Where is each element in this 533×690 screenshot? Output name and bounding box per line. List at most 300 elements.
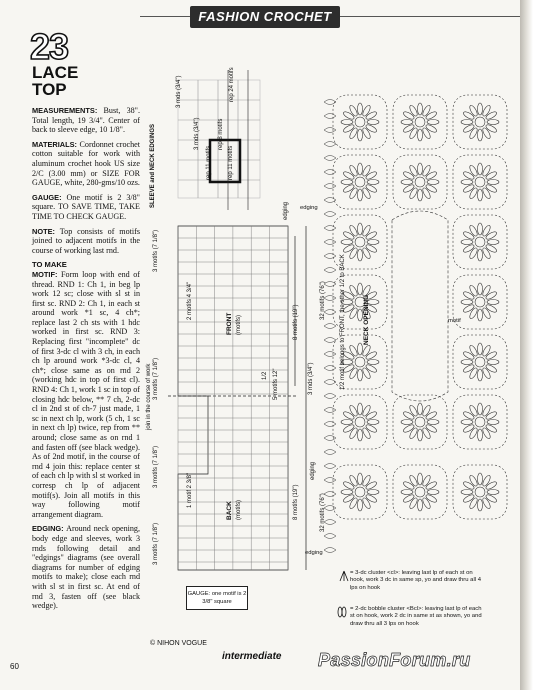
motif-petal — [402, 493, 415, 503]
motif-petal — [481, 307, 491, 320]
motif-petal — [481, 367, 491, 380]
motif-petal — [342, 110, 355, 120]
motif-petal — [408, 497, 418, 510]
motif-petal — [487, 360, 499, 365]
motif-petal — [485, 493, 498, 503]
motif-petal — [342, 170, 355, 180]
motif-petal — [358, 163, 363, 175]
to-make-heading: TO MAKE — [32, 260, 67, 270]
neck-opening-label: NECK OPENING — [363, 294, 370, 345]
motif-petal — [478, 309, 483, 321]
dim-label-6: 1/2 — [262, 371, 268, 380]
motif-petal — [408, 104, 418, 117]
motif-petal — [342, 243, 355, 253]
gauge-label: GAUGE: — [32, 192, 62, 202]
motif-5 — [393, 155, 447, 209]
motif-10 — [453, 275, 507, 329]
motif-petal — [408, 404, 418, 417]
motif-petal — [481, 427, 491, 440]
motif-petal — [478, 163, 483, 175]
legend-cluster: = 3-dc cluster <cl>: leaving last lp of each st on hook, work 3 dc in same sp, yo and draw thru all 4 lps on hook — [350, 570, 481, 591]
cluster-symbol — [338, 570, 350, 582]
motif-petal — [367, 180, 379, 185]
motif-petal — [401, 120, 413, 125]
motif-petal — [348, 497, 358, 510]
motif-petal — [361, 404, 371, 417]
motif-petal — [358, 499, 363, 511]
motif-petal — [468, 427, 478, 440]
neck-label-5: rep 11 motifs — [206, 145, 212, 180]
motif-petal — [425, 410, 438, 420]
edging-text: Around neck opening, body edge and sleeves, work 3 rnds following detail and "edgings" diagrams (see overall diagrams for number of edging motifs to make); close each rnd with sl st in first sc. At end of rnd 3, fasten off (see black wedge). — [32, 524, 141, 611]
motif-3 — [453, 95, 507, 149]
motif-petal — [485, 170, 498, 180]
motif-petal — [361, 127, 371, 140]
motif-petal — [418, 129, 423, 141]
motif-petal — [402, 183, 415, 193]
motif-petal — [485, 123, 498, 133]
motif-petal — [427, 120, 439, 125]
motif-petal — [481, 497, 491, 510]
motif-center-ring — [475, 297, 485, 307]
motif-12 — [453, 335, 507, 389]
motif-petal — [365, 183, 378, 193]
motif-petal — [462, 123, 475, 133]
motif-petal — [358, 103, 363, 115]
materials-label: MATERIALS: — [32, 139, 78, 149]
motif-petal — [365, 480, 378, 490]
motif-petal — [401, 180, 413, 185]
edging-paragraph — [32, 524, 140, 610]
motif-label: MOTIF: — [32, 269, 58, 279]
neck-opening-outline — [392, 211, 448, 401]
motif-petal — [425, 183, 438, 193]
note-paragraph — [32, 227, 140, 256]
motif-petal — [462, 480, 475, 490]
motif-petal — [468, 344, 478, 357]
page-number: 60 — [10, 662, 19, 671]
motif-petal — [478, 283, 483, 295]
motif-petal — [402, 410, 415, 420]
motif-petal — [481, 187, 491, 200]
motif-petal — [478, 103, 483, 115]
motif-petal — [367, 420, 379, 425]
motif-center-ring — [415, 117, 425, 127]
motif-petal — [485, 363, 498, 373]
motif-petal — [367, 360, 379, 365]
motif-center-ring — [355, 177, 365, 187]
measurements-text: Bust, 38". Total length, 19 3/4". Center of back to sleeve edge, 10 1/8". — [32, 106, 140, 135]
pattern-title — [32, 64, 78, 98]
motif-petal — [358, 309, 363, 321]
motif-petal — [358, 429, 363, 441]
motif-petal — [485, 350, 498, 360]
motif-center-ring — [355, 487, 365, 497]
motif-petal — [487, 240, 499, 245]
motif-petal — [478, 223, 483, 235]
motif-petal — [361, 427, 371, 440]
motif-petal — [358, 369, 363, 381]
front-label: FRONT — [226, 312, 233, 335]
motif-petal — [478, 189, 483, 201]
dim-label-9: join in the course of work — [146, 363, 152, 430]
motif-petal — [487, 120, 499, 125]
instructions-column — [32, 106, 140, 616]
measurements-label: MEASUREMENTS: — [32, 106, 98, 115]
motif-petal — [461, 240, 473, 245]
motif-petal — [365, 243, 378, 253]
motif-petal — [427, 180, 439, 185]
motif-petal — [485, 480, 498, 490]
motif-petal — [478, 429, 483, 441]
motif-petal — [481, 404, 491, 417]
motif-petal — [365, 493, 378, 503]
motif-petal — [342, 480, 355, 490]
title-line-1: LACE — [32, 63, 79, 82]
motif-petal — [348, 104, 358, 117]
motif-petal — [487, 300, 499, 305]
note-text: Top consists of motifs joined to adjacent motifs in the course of working last rnd. — [32, 226, 140, 255]
motif-petal — [348, 224, 358, 237]
motif-petal — [401, 490, 413, 495]
motif-petal — [485, 110, 498, 120]
motif-petal — [478, 249, 483, 261]
motif-petal — [365, 170, 378, 180]
motif-petal — [468, 404, 478, 417]
motif-petal — [468, 247, 478, 260]
measurements-paragraph — [32, 106, 140, 135]
motif-petal — [367, 120, 379, 125]
motif-15 — [453, 395, 507, 449]
title-line-2: TOP — [32, 80, 67, 99]
motif-center-ring — [475, 237, 485, 247]
motif-petal — [485, 423, 498, 433]
motif-petal — [402, 170, 415, 180]
bobble-symbol — [336, 606, 348, 618]
dim-label-5: 5 motifs 12" — [273, 368, 279, 400]
note-label: NOTE: — [32, 226, 55, 236]
motif-petal — [402, 110, 415, 120]
motif-petal — [462, 110, 475, 120]
motif-center-ring — [355, 237, 365, 247]
motif-petal — [418, 103, 423, 115]
edging-label: EDGING: — [32, 524, 64, 534]
motif-petal — [421, 404, 431, 417]
motif-petal — [462, 243, 475, 253]
dim-label-14: 32 motifs (76") — [320, 493, 326, 532]
motif-8 — [453, 215, 507, 269]
motif-17 — [393, 465, 447, 519]
back-label: BACK — [226, 501, 233, 520]
motif-petal — [342, 230, 355, 240]
motif-petal — [361, 474, 371, 487]
dim-label-13: 8 motifs (19") — [293, 484, 299, 520]
motif-petal — [342, 183, 355, 193]
motif-petal — [365, 123, 378, 133]
motif-petal — [365, 350, 378, 360]
motif-petal — [461, 360, 473, 365]
motif-petal — [402, 423, 415, 433]
neck-label-4: rep 8 motifs — [218, 118, 224, 150]
dim-label-1: 3 motifs (7 1/8") — [153, 229, 159, 272]
motif-petal — [462, 290, 475, 300]
motif-petal — [461, 490, 473, 495]
watermark-text: PassionForum.ru — [318, 650, 471, 670]
motif-petal — [341, 120, 353, 125]
motif-petal — [358, 343, 363, 355]
motif-petal — [358, 189, 363, 201]
motif-petal — [348, 367, 358, 380]
motif-petal — [367, 240, 379, 245]
credit-line: © NIHON VOGUE — [150, 640, 207, 647]
motif-petal — [478, 369, 483, 381]
motif-paragraph — [32, 270, 140, 519]
pattern-number: 23 — [30, 26, 69, 67]
motif-petal — [461, 120, 473, 125]
motif-petal — [365, 230, 378, 240]
motif-petal — [462, 363, 475, 373]
motif-petal — [361, 104, 371, 117]
motif-petal — [421, 164, 431, 177]
motif-center-ring — [415, 487, 425, 497]
dim-label-7: 3 mds (3/4") — [308, 362, 314, 395]
motif-center-ring — [475, 357, 485, 367]
motif-petal — [468, 497, 478, 510]
neck-label-1: 3 mds (3/4") — [176, 75, 182, 108]
motif-petal — [408, 164, 418, 177]
motif-petal — [418, 163, 423, 175]
motif-center-ring — [415, 177, 425, 187]
motif-petal — [342, 423, 355, 433]
motif-petal — [462, 230, 475, 240]
motif-text: Form loop with end of thread. RND 1: Ch 1, in beg lp work 12 sc; close with sl st in first sc. RND 2: Ch 1, in each st around work *1 sc, 4 ch*; replace last 2 ch sts with 1 hdc worked in first sc. RND 3: Replacing first "incomplete" dc of first 3-dc cl with 3 ch, in each ch lp around work *3-dc cl, 4 ch*; close same as on rnd 2 (working hdc in top of first cl). RND 4: Ch 1, work 1 sc in top of closing hdc below, ** 7 ch, 2-dc cl in 2nd st of ch-7 just made, 1 sc in next ch lp, work (5 ch, 1 sc in next ch lp) twice, rep from ** around; close same as on rnd 1 and fasten off (see black wedge). As of 2nd motif, in the course of rnd 4 join this: replace center st of each ch lp with sl st worked in corresp ch lp of adjacent motif(s). Join all motifs in this way following motif arrangement diagram. — [32, 269, 140, 519]
motif-petal — [342, 493, 355, 503]
motif-petal — [365, 423, 378, 433]
motif-petal — [421, 104, 431, 117]
materials-paragraph — [32, 140, 140, 188]
motif-petal — [485, 183, 498, 193]
edging-label: edging — [300, 205, 318, 211]
neck-label-6: rep 11 motifs — [228, 145, 234, 180]
dim-label-3: 8 motifs (19") — [293, 304, 299, 340]
front-sub: (motifs) — [236, 315, 242, 335]
body-grid — [178, 226, 288, 570]
motif-petal — [402, 123, 415, 133]
gauge-paragraph — [32, 193, 140, 222]
neck-label-7: edging — [283, 201, 289, 220]
motif-1 — [333, 95, 387, 149]
motif-note — [340, 330, 346, 390]
back-sub: (motifs) — [236, 500, 242, 520]
motif-6 — [453, 155, 507, 209]
motif-center-ring — [475, 117, 485, 127]
motif-petal — [418, 403, 423, 415]
motif-petal — [365, 410, 378, 420]
motif-petal — [468, 224, 478, 237]
page-spine-shadow — [520, 0, 533, 690]
motif-petal — [365, 363, 378, 373]
motif-center-ring — [475, 177, 485, 187]
motif-petal — [358, 473, 363, 485]
motif-petal — [358, 249, 363, 261]
gauge-text: One motif is 2 3/8" square. TO SAVE TIME, TAKE TIME TO CHECK GAUGE. — [32, 192, 140, 221]
motif-petal — [485, 290, 498, 300]
motif-petal — [367, 490, 379, 495]
motif-petal — [487, 420, 499, 425]
motif-petal — [485, 243, 498, 253]
motif-petal — [421, 127, 431, 140]
dim-label-10: edging — [310, 461, 316, 480]
motif-petal — [468, 284, 478, 297]
motif-petal — [461, 420, 473, 425]
legend-bobble: = 2-dc bobble cluster <Bcl>: leaving last lp of each st on hook, work 2 dc in same st as shown, yo and draw thru all 3 lps on hook — [350, 606, 482, 627]
motif-petal — [418, 473, 423, 485]
motif-center-ring — [415, 417, 425, 427]
motif-arrangement-diagram — [330, 92, 520, 552]
motif-petal — [481, 284, 491, 297]
motif-petal — [425, 170, 438, 180]
motif-petal — [348, 404, 358, 417]
neck-label-3: 3 mds (3/4") — [194, 117, 200, 150]
motif-petal — [468, 164, 478, 177]
motif-petal — [408, 427, 418, 440]
neck-title: SLEEVE and NECK EDGINGS — [150, 123, 156, 208]
motif-petal — [481, 474, 491, 487]
motif-petal — [481, 104, 491, 117]
motif-petal — [361, 224, 371, 237]
motif-petal — [365, 110, 378, 120]
motif-petal — [361, 164, 371, 177]
motif-petal — [468, 187, 478, 200]
dim-label-12: 3 motifs (7 1/8") — [153, 445, 159, 488]
motif-label: motif — [448, 318, 461, 324]
motif-petal — [462, 170, 475, 180]
motif-petal — [427, 490, 439, 495]
motif-petal — [348, 427, 358, 440]
motif-petal — [485, 410, 498, 420]
motif-center-ring — [355, 117, 365, 127]
motif-2 — [393, 95, 447, 149]
motif-petal — [342, 123, 355, 133]
motif-petal — [425, 480, 438, 490]
motif-petal — [481, 247, 491, 260]
motif-16 — [333, 465, 387, 519]
motif-petal — [348, 247, 358, 260]
motif-petal — [462, 410, 475, 420]
motif-petal — [481, 224, 491, 237]
motif-petal — [408, 474, 418, 487]
motif-petal — [468, 474, 478, 487]
motif-petal — [425, 423, 438, 433]
motif-4 — [333, 155, 387, 209]
motif-petal — [358, 283, 363, 295]
motif-petal — [418, 499, 423, 511]
motif-petal — [361, 497, 371, 510]
motif-petal — [487, 490, 499, 495]
motif-center-ring — [355, 357, 365, 367]
motif-petal — [478, 343, 483, 355]
motif-petal — [462, 493, 475, 503]
motif-petal — [462, 303, 475, 313]
motif-petal — [348, 187, 358, 200]
motif-petal — [402, 480, 415, 490]
motif-petal — [485, 230, 498, 240]
motif-petal — [462, 423, 475, 433]
motif-petal — [461, 180, 473, 185]
motif-petal — [358, 403, 363, 415]
motif-petal — [478, 473, 483, 485]
motif-petal — [468, 367, 478, 380]
motif-petal — [418, 429, 423, 441]
gauge-box: GAUGE: one motif is 2 3/8" square — [186, 586, 248, 610]
motif-petal — [461, 300, 473, 305]
motif-petal — [342, 410, 355, 420]
motif-petal — [487, 180, 499, 185]
dim-label-11: 3 motifs (7 1/8") — [153, 357, 159, 400]
motif-petal — [478, 499, 483, 511]
motif-petal — [468, 307, 478, 320]
motif-petal — [348, 474, 358, 487]
dim-label-2: 2 motifs 4 3/4" — [187, 281, 193, 320]
motif-petal — [401, 420, 413, 425]
motif-13 — [333, 395, 387, 449]
motif-petal — [361, 187, 371, 200]
motif-petal — [408, 187, 418, 200]
motif-petal — [418, 189, 423, 201]
motif-petal — [481, 127, 491, 140]
motif-18 — [453, 465, 507, 519]
dim-label-4: 32 motifs (76") — [320, 281, 326, 320]
motif-petal — [481, 344, 491, 357]
skill-level: intermediate — [222, 651, 282, 662]
motif-petal — [427, 420, 439, 425]
motif-center-ring — [355, 417, 365, 427]
motif-petal — [462, 183, 475, 193]
dim-label-8: 1 motif 2 3/8" — [187, 472, 193, 508]
motif-center-ring — [475, 487, 485, 497]
motif-petal — [485, 303, 498, 313]
motif-petal — [348, 127, 358, 140]
motif-petal — [478, 129, 483, 141]
edging-label-lower: edging — [305, 550, 323, 556]
motif-center-ring — [475, 417, 485, 427]
motif-petal — [358, 223, 363, 235]
motif-petal — [468, 104, 478, 117]
motif-petal — [462, 350, 475, 360]
dim-label-15: 3 motifs (7 1/8") — [153, 522, 159, 565]
motif-petal — [348, 164, 358, 177]
motif-petal — [468, 127, 478, 140]
motif-petal — [425, 110, 438, 120]
motif-petal — [361, 344, 371, 357]
motif-petal — [478, 403, 483, 415]
motif-14 — [393, 395, 447, 449]
motif-petal — [348, 284, 358, 297]
motif-petal — [341, 490, 353, 495]
motif-petal — [361, 367, 371, 380]
motif-petal — [361, 247, 371, 260]
motif-petal — [348, 307, 358, 320]
motif-petal — [425, 493, 438, 503]
motif-petal — [341, 240, 353, 245]
motif-petal — [348, 344, 358, 357]
motif-petal — [421, 474, 431, 487]
motif-petal — [421, 497, 431, 510]
motif-petal — [481, 164, 491, 177]
motif-petal — [425, 123, 438, 133]
motif-petal — [421, 427, 431, 440]
motif-petal — [341, 420, 353, 425]
